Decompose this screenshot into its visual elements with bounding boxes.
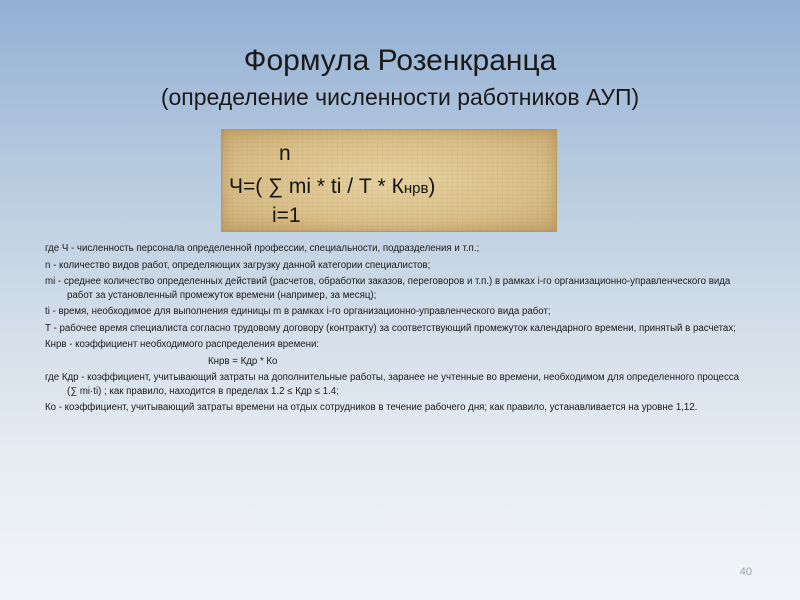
- page-number: 40: [739, 566, 752, 578]
- formula-box: [221, 129, 557, 232]
- formula-main: [229, 175, 435, 201]
- definition-item: Т - рабочее время специалиста согласно трудовому договору (контракту) за соответствующий промежуток календарного времени, принятый в расчетах;: [45, 322, 736, 334]
- slide-title: [0, 42, 800, 112]
- page-subtitle: (определение численности работников АУП): [160, 84, 640, 110]
- definition-item: где Ч - численность персонала определенной профессии, специальности, подразделения и т.п.;: [45, 243, 480, 254]
- formula-main-close: ): [428, 175, 436, 198]
- definition-item: Ко - коэффициент, учитывающий затраты времени на отдых сотрудников в течение рабочего дня; как правило, устанавливается на уровне 1,12.: [45, 402, 698, 413]
- definition-item: Кнрв - коэффициент необходимого распределения времени:: [45, 339, 320, 350]
- sub-formula: Кнрв = Кдр * Ко: [208, 355, 278, 367]
- definition-item: где Кдр - коэффициент, учитывающий затраты на дополнительные работы, заранее не учтенные во времени, необходимом для определенного процесса (∑ mi·ti) ; как правило, находится в пределах 1.2 ≤ Кдр ≤ 1.4;: [45, 372, 740, 397]
- definition-item: mi - среднее количество определенных действий (расчетов, обработки заказов, переговоров и т.п.) в рамках i-го организационно-управленческого вида работ за установленный промежуток времени (например, за месяц);: [45, 276, 731, 301]
- formula-main-text: Ч=( ∑ mi * ti / Т * К: [229, 175, 404, 198]
- definitions-block: [45, 242, 745, 418]
- formula-main-subscript: нрв: [403, 180, 429, 197]
- formula-upper-limit: n: [279, 142, 291, 165]
- page-title: Формула Розенкранца: [243, 44, 557, 77]
- definition-item: ti - время, необходимое для выполнения единицы m в рамках i-го организационно-управленческого вида работ;: [45, 306, 551, 317]
- formula-lower-limit: i=1: [272, 204, 301, 227]
- definition-item: n - количество видов работ, определяющих загрузку данной категории специалистов;: [45, 259, 431, 271]
